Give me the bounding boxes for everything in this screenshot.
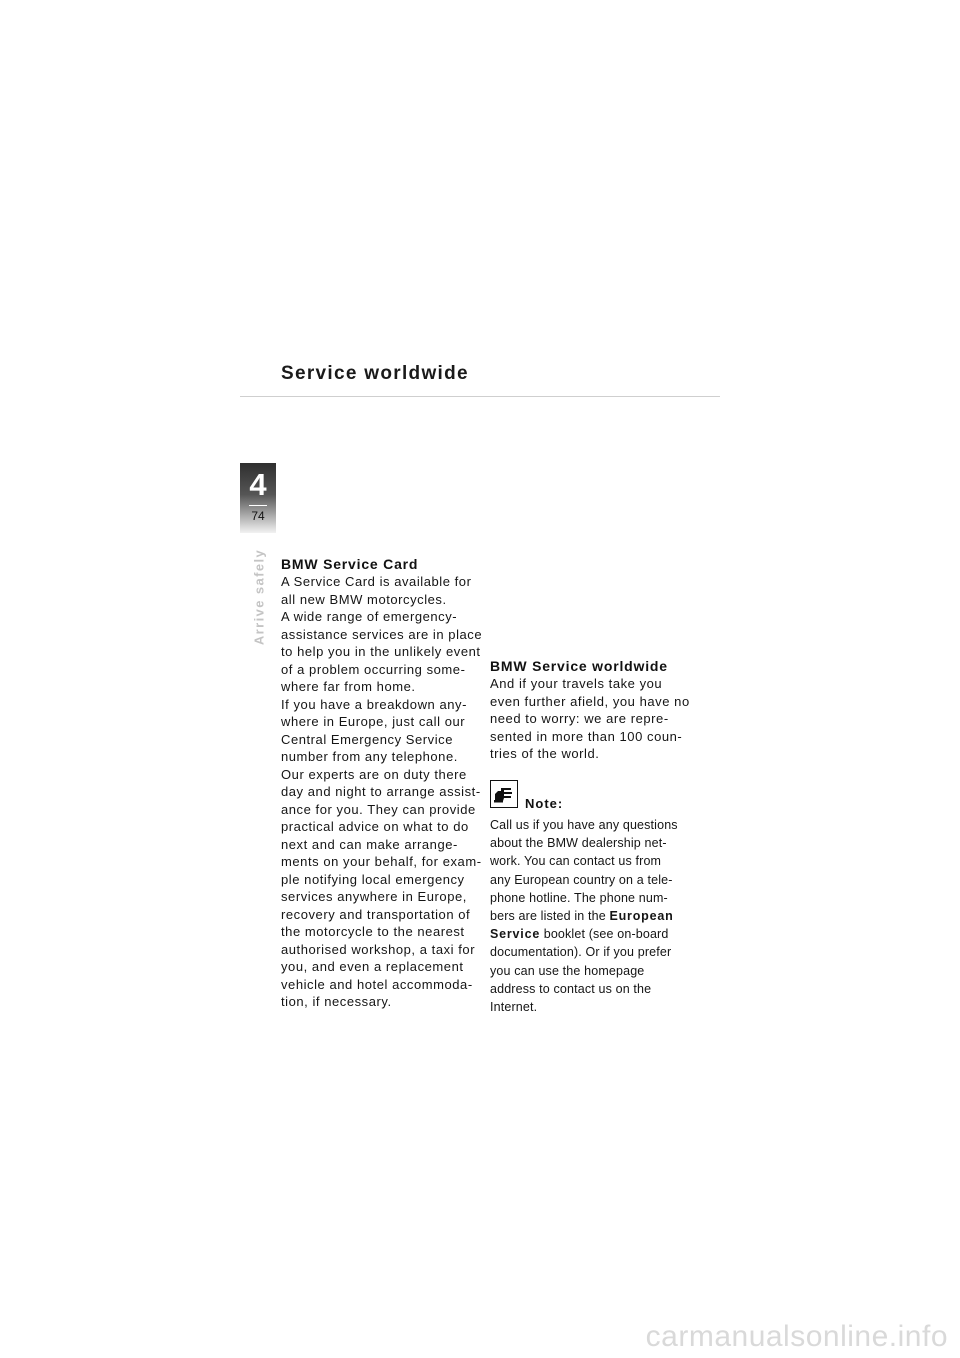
page-number: 74 — [251, 509, 265, 523]
section-label: Arrive safely — [251, 548, 267, 646]
chapter-number: 4 — [249, 467, 267, 502]
text-line: need to worry: we are repre- — [490, 711, 669, 726]
service-worldwide-section — [490, 657, 690, 763]
text-line: ple notifying local emergency — [281, 871, 465, 887]
service-worldwide-text — [490, 675, 690, 763]
text-line: Central Emergency Service — [281, 731, 453, 747]
text-line: you, and even a replacement — [281, 959, 464, 974]
text-line: And if your travels take you — [490, 676, 663, 691]
text-line — [490, 907, 700, 925]
text-line: practical advice on what to do — [281, 819, 469, 834]
text-line: assistance services are in place — [281, 626, 483, 642]
text-line: address to contact us on the — [490, 981, 652, 996]
text-line: recovery and transportation of — [281, 906, 471, 922]
text-line: work. You can contact us from — [490, 854, 662, 869]
text-line: next and can make arrange- — [281, 836, 458, 852]
text-line: vehicle and hotel accommoda- — [281, 976, 473, 992]
text-line: phone hotline. The phone num- — [490, 890, 668, 905]
text-line: Internet. — [490, 1000, 538, 1015]
text-line: any European country on a tele- — [490, 872, 673, 887]
note-block — [490, 780, 700, 1016]
page-title: Service worldwide — [281, 363, 469, 384]
text-line: If you have a breakdown any- — [281, 696, 467, 712]
text-line: sented in more than 100 coun- — [490, 728, 683, 744]
text-line: ance for you. They can provide — [281, 801, 476, 817]
note-label: Note: — [525, 796, 564, 811]
text-line: A Service Card is available for — [281, 574, 472, 589]
chapter-divider — [249, 505, 267, 506]
service-card-section — [281, 555, 481, 1011]
service-card-heading: BMW Service Card — [281, 556, 419, 572]
text-line: all new BMW motorcycles. — [281, 591, 447, 607]
text-fragment: bers are listed in the — [490, 909, 610, 924]
text-line: documentation). Or if you prefer — [490, 945, 672, 960]
text-line: to help you in the unlikely event — [281, 644, 481, 659]
text-fragment: booklet (see on-board — [540, 927, 669, 942]
text-line: you can use the homepage — [490, 963, 645, 978]
text-line: the motorcycle to the nearest — [281, 924, 465, 939]
note-hand-icon — [490, 780, 518, 808]
text-line: of a problem occurring some- — [281, 661, 466, 677]
text-line: number from any telephone. — [281, 749, 458, 764]
text-line: tion, if necessary. — [281, 994, 392, 1009]
text-line: Call us if you have any questions — [490, 818, 678, 832]
text-line: tries of the world. — [490, 746, 600, 761]
note-text — [490, 816, 700, 1016]
text-line: where far from home. — [281, 679, 416, 694]
text-line: A wide range of emergency- — [281, 609, 458, 624]
chapter-tab — [240, 463, 276, 533]
text-line: authorised workshop, a taxi for — [281, 941, 476, 957]
text-line: even further afield, you have no — [490, 693, 690, 709]
text-line: ments on your behalf, for exam- — [281, 854, 482, 869]
text-line: Our experts are on duty there — [281, 766, 467, 782]
booklet-name-part-2: Service — [490, 927, 541, 942]
service-worldwide-heading: BMW Service worldwide — [490, 658, 668, 674]
text-line: about the BMW dealership net- — [490, 836, 667, 851]
watermark: carmanualsonline.info — [645, 1320, 948, 1353]
service-card-text — [281, 573, 481, 1011]
text-line: services anywhere in Europe, — [281, 889, 467, 904]
text-line: where in Europe, just call our — [281, 714, 466, 729]
text-line — [490, 925, 700, 943]
title-divider — [240, 396, 720, 397]
note-header — [490, 780, 700, 816]
text-line: day and night to arrange assist- — [281, 784, 481, 799]
booklet-name-part-1: European — [609, 909, 674, 924]
